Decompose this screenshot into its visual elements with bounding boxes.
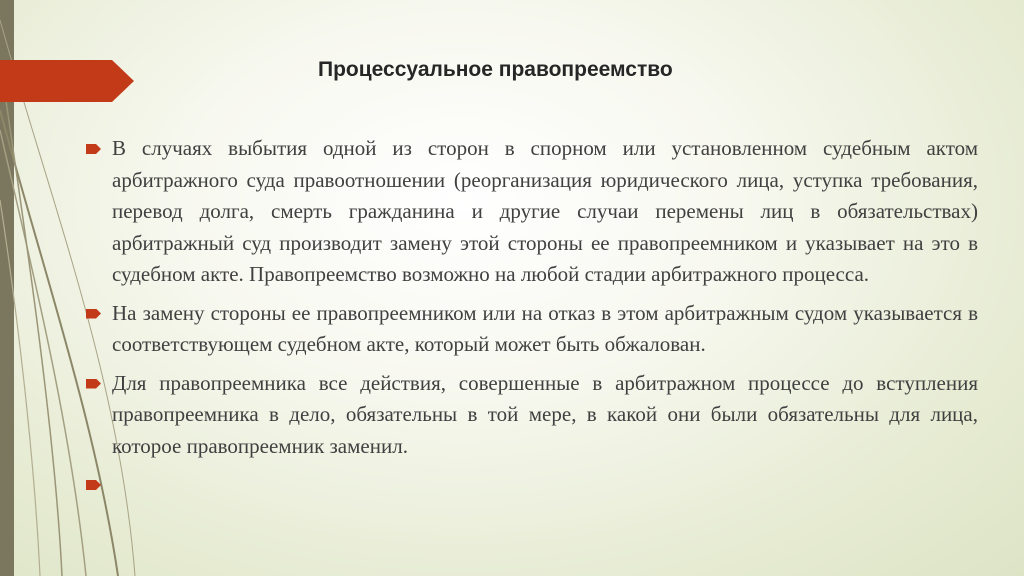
arrow-bullet-icon (86, 379, 101, 389)
arrow-bullet-icon (86, 309, 101, 319)
bullet-text: В случаях выбытия одной из сторон в спорном или установленном судебным актом арбитражного суда правоотношении (реорганизация юридического лица, уступка требования, перевод долга, смерть гражданина и другие случаи перемены лиц в обязательствах) арбитражный суд производит замену этой стороны ее правопреемником и указывает на это в судебном акте. Правопреемство возможно на любой стадии арбитражного процесса. (112, 136, 978, 286)
slide-title: Процессуальное правопреемство (318, 58, 673, 81)
bullet-item (86, 298, 978, 361)
empty-bullet-item (86, 469, 978, 500)
bullet-item (86, 133, 978, 291)
slide-content (86, 133, 978, 507)
arrow-bullet-icon (86, 144, 101, 154)
bullet-item (86, 368, 978, 463)
bullet-text: Для правопреемника все действия, совершенные в арбитражном процессе до вступления правопреемника в дело, обязательны в той мере, в какой они были обязательны для лица, которое правопреемник заменил. (112, 370, 978, 458)
arrow-bullet-icon (86, 480, 101, 490)
title-arrow-shape (0, 60, 134, 102)
bullet-text: На замену стороны ее правопреемником или на отказ в этом арбитражным судом указывается в соответствующем судебном акте, который может быть обжалован. (112, 300, 978, 356)
